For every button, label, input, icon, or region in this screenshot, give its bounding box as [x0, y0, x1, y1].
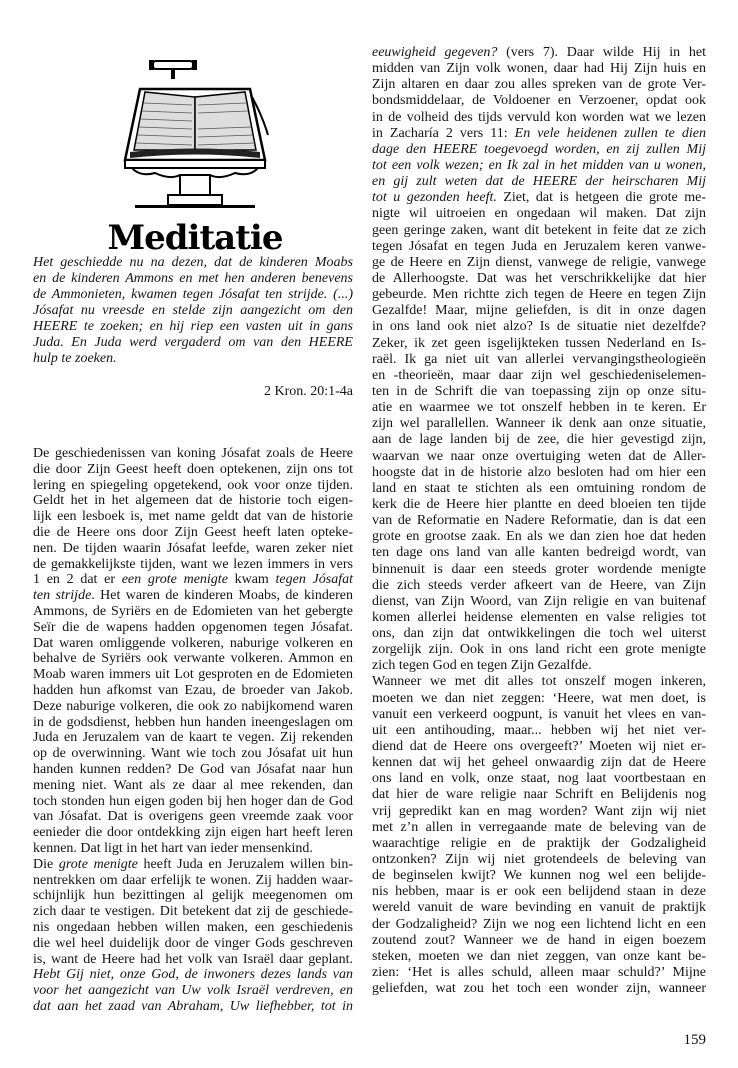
text-line [372, 400, 706, 416]
text-line [372, 933, 706, 949]
text-segment: Dat waren omliggende volkeren, naburige volkeren en [33, 635, 353, 651]
text-line [372, 303, 706, 319]
text-line [372, 578, 706, 594]
text-line [372, 45, 706, 61]
text-segment: zorgelijk zijn. Ook in ons land richt een grote menigte [372, 642, 706, 658]
text-line [372, 965, 706, 981]
text-segment: mening niet. Want als ze daar al mee rekenden, dan [33, 777, 353, 793]
text-line [33, 319, 353, 335]
text-line [33, 983, 353, 999]
text-line [33, 999, 353, 1015]
text-line [372, 852, 706, 868]
text-segment: 1 en 2 dat er [33, 572, 122, 588]
text-line [372, 255, 706, 271]
text-segment: geen geringe zaken, want dit betekent in feite dat ze zich [372, 222, 706, 238]
text-segment: eenieder die door ontdekking zijn eigen hart heeft leren [33, 825, 353, 841]
text-line [33, 462, 353, 478]
text-line [33, 857, 353, 873]
text-line [33, 541, 353, 557]
text-segment: zien: ‘Het is alles schuld, alleen maar schuld?’ Mijne [372, 965, 706, 981]
text-segment: geliefden, wat zou het toch een wonder zijn, wanneer [372, 981, 706, 997]
text-line [372, 368, 706, 384]
italic-quote: en de kinderen Ammons en met hen anderen benevens [33, 271, 353, 286]
text-segment: Seïr die de wapens hadden opgenomen tegen Jósafat. [33, 619, 353, 635]
text-segment: komen allerlei heidense elementen en valse religies tot [372, 609, 706, 625]
text-line [372, 739, 706, 755]
italic-quote: hulp te zoeken. [33, 351, 117, 366]
text-segment: Moab waren immers uit Lot gesproten en de Edomieten [33, 667, 353, 683]
text-segment: tegen Jósafat en tegen Juda en Jeruzalem keren vanwe- [372, 238, 706, 254]
text-segment: die door Zijn Geest heeft doen optekenen, zijn ons tot [33, 461, 353, 477]
text-line [372, 513, 706, 529]
text-line [372, 771, 706, 787]
text-segment: Zijn altaren en daar zou alles spreken van de grote Ver- [372, 77, 706, 93]
text-line [372, 594, 706, 610]
text-segment: hoogste dat in de historie alzo besloten had om hier een [372, 464, 706, 480]
text-line [33, 920, 353, 936]
text-segment: dienst, van Zijn Woord, van Zijn religie en van buitenaf [372, 593, 706, 609]
text-line [372, 287, 706, 303]
text-line [33, 478, 353, 494]
text-line [33, 967, 353, 983]
text-line [33, 888, 353, 904]
text-segment: gebeurde. Men richtte zich tegen de Heere en tegen Zijn [372, 287, 706, 303]
text-line [372, 917, 706, 933]
text-line [372, 239, 706, 255]
text-segment: binnenuit is daar een steeds groter wordende menigte [372, 561, 706, 577]
text-segment: waarvan we naar onze overtuiging weten dat de Aller- [372, 448, 706, 464]
text-segment: nen. De tijden waarin Jósafat leefde, waren zeker niet [33, 540, 353, 556]
text-line [33, 255, 353, 271]
text-line [372, 223, 706, 239]
text-segment: Deze naburige volkeren, die ook zo nabijkomend waren [33, 698, 353, 714]
text-segment: zoutend zout? Wanneer we de hand in eigen boezem [372, 932, 706, 948]
text-segment: handen kunnen redden? De God van Jósafat naar hun [33, 761, 353, 777]
text-line [372, 820, 706, 836]
text-segment: de Allerhoogste. Dat was het verschrikkelijke dat hier [372, 270, 706, 286]
text-line [372, 529, 706, 545]
text-line [372, 126, 706, 142]
text-line [33, 588, 353, 604]
text-segment: grote en grootse zaak. En als we dan zien hoe dat heden [372, 529, 706, 545]
text-segment: kennen dat wij het geheel onwaardig zijn dat de Heere [372, 755, 706, 771]
text-line [372, 465, 706, 481]
text-line [33, 715, 353, 731]
text-line [33, 936, 353, 952]
text-segment: Gezalfde! Maar, mijne geliefden, is dit in onze dagen [372, 303, 706, 319]
text-segment: aan de lage landen bij de zee, die hier gevestigd zijn, [372, 432, 706, 448]
text-line [372, 674, 706, 690]
text-segment: ge de Heere en Zijn dienst, vanwege de religie, vanwege [372, 254, 706, 270]
text-segment: ons, dan zijn dat ontwikkelingen die toch wel uiterst [372, 626, 706, 642]
text-segment: vrij gepredikt kan en mag worden? Want zijn wij niet [372, 803, 706, 819]
text-line [372, 562, 706, 578]
text-segment: Ziet, dat is hetgeen die grote me- [496, 190, 706, 206]
right-column-body [372, 45, 706, 997]
text-line [33, 762, 353, 778]
text-line [33, 778, 353, 794]
text-line [372, 432, 706, 448]
text-segment: atie en waarmee we tot onszelf hebben in te keren. Er [372, 400, 706, 416]
text-line [372, 206, 706, 222]
text-line [372, 336, 706, 352]
text-line [372, 804, 706, 820]
italic-quote: eeuwigheid gegeven? [372, 45, 498, 60]
text-segment: Geldt het in het algemeen dat de historie toch eigen- [33, 493, 353, 509]
italic-quote: de Ammonieten, kwamen tegen Jósafat ten strijde. (...) [33, 287, 353, 302]
text-line [372, 981, 706, 997]
text-line [372, 174, 706, 190]
italic-quote: dage den HEERE toegevoegd worden, en zij zullen Mij [372, 141, 706, 157]
text-segment: nis hebben, maar is er ook een belijdend staan in deze [372, 884, 706, 900]
text-segment: (vers 7). Daar wilde Hij in het [497, 45, 706, 60]
text-line [372, 707, 706, 723]
italic-quote: HEERE te zoeken; en hij riep een vasten uit in gans [33, 319, 353, 334]
text-line [33, 873, 353, 889]
text-segment: nigte wil uitroeien en ongedaan wil maken. Dat zijn [372, 206, 706, 222]
text-segment: dat hier de ware religie naar Schrift en Belijdenis nog [372, 787, 706, 803]
text-segment: steken, moeten we dan niet zeggen, van onze kant be- [372, 948, 706, 964]
text-line [372, 61, 706, 77]
text-line [33, 493, 353, 509]
text-line [372, 642, 706, 658]
scripture-intro [33, 255, 353, 367]
italic-quote: en gij zult weten dat de HEERE der heirscharen Mij [372, 174, 706, 190]
text-line [33, 287, 353, 303]
italic-quote: Jósafat nu vreesde en stelde zijn aangezicht om den [33, 303, 353, 318]
text-line [372, 481, 706, 497]
text-line [33, 667, 353, 683]
text-segment: de beginselen kwijt? We kunnen nog wel een belijde- [372, 868, 706, 884]
text-line [372, 158, 706, 174]
text-line [33, 351, 353, 367]
italic-quote: Juda. En Juda werd vergaderd om van den HEERE [33, 335, 353, 350]
text-line [33, 651, 353, 667]
text-segment: heeft Juda en Jeruzalem willen bin- [137, 856, 353, 872]
page-title: Meditatie [107, 218, 283, 258]
text-line [33, 572, 353, 588]
text-line [33, 904, 353, 920]
text-segment: van de Reformatie en Nadere Reformatie, dan is dat een [372, 513, 706, 529]
text-segment: toch stonden hun eigen goden bij hen hoger dan de God [33, 793, 353, 809]
text-segment: der Godzaligheid? Zijn we nog een lichtend licht en een [372, 916, 706, 932]
text-segment: . Het waren de kinderen Moabs, de kinderen [91, 588, 353, 604]
text-line [33, 952, 353, 968]
text-line [372, 271, 706, 287]
scripture-reference: 2 Kron. 20:1-4a [263, 384, 353, 399]
text-line [372, 449, 706, 465]
text-segment: in Zacharía 2 vers 11: [372, 125, 515, 141]
text-line [372, 610, 706, 626]
text-segment: Zeker, ik zet geen isgelijkteken tussen Nederland en Is- [372, 335, 706, 351]
text-line [33, 525, 353, 541]
text-segment: van Jósafat. Dat is overigens geen vreemde zaak voor [33, 809, 353, 825]
italic-quote: voor het aangezicht van Uw volk Israël verdreven, en [33, 983, 353, 999]
text-segment: is, want de Heere had het volk van Israël daar geplant. [33, 951, 353, 967]
text-line [372, 868, 706, 884]
text-line [33, 825, 353, 841]
text-line [372, 787, 706, 803]
italic-quote: tot u gezonden heeft. [372, 190, 497, 206]
text-segment: ten dage ons land van alle kanten bedreigd wordt, van [372, 545, 706, 561]
text-segment: vanuit een verkeerd oogpunt, is vanuit het vlees en van- [372, 706, 706, 722]
text-segment: ten in de Schrift die van toepassing zijn op onze situ- [372, 383, 706, 399]
text-segment: zich daar te vestigen. Dit betekent dat zij de geschiede- [33, 904, 353, 920]
text-line [372, 755, 706, 771]
text-segment: waarachtige religie en de praktijk der Godzaligheid [372, 835, 706, 851]
text-line [33, 604, 353, 620]
text-segment: met z’n allen in verregaande mate de beleving van de [372, 819, 706, 835]
text-segment: nentrekken om daar erfelijk te wonen. Zij hadden waar- [33, 872, 353, 888]
text-segment: zijn wel parallellen. Wanneer ik denk aan onze situatie, [372, 416, 706, 432]
text-line [372, 723, 706, 739]
text-line [33, 620, 353, 636]
text-segment: nis ongedaan hebben willen maken, een geschiedenis [33, 919, 353, 935]
text-line [33, 636, 353, 652]
italic-quote: Het geschiedde nu na dezen, dat de kinderen Moabs [33, 255, 353, 270]
text-segment: zich tegen God en tegen Zijn Gezalfde. [372, 658, 592, 674]
italic-quote: tot een volk wezen; en Ik zal in het midden van u wonen, [372, 157, 706, 173]
text-line [372, 626, 706, 642]
text-line [33, 841, 353, 857]
text-segment: uit een antihouding, maar... hebben wij het niet ver- [372, 722, 706, 738]
text-line [372, 949, 706, 965]
italic-quote: tegen Jósafat [275, 572, 353, 588]
text-line [372, 497, 706, 513]
text-segment: moeten we dan niet zeggen: ‘Heere, wat men doet, is [372, 690, 706, 706]
italic-quote: Hebt Gij niet, onze God, de inwoners dezes lands van [33, 967, 353, 983]
text-line [372, 142, 706, 158]
text-line [33, 809, 353, 825]
text-line [372, 836, 706, 852]
text-line [33, 699, 353, 715]
text-segment: de gemakkelijkste tijden, want we lezen immers in vers [33, 556, 353, 572]
text-segment: in ons land ook niet alzo? Is de situatie niet dezelfde? [372, 319, 706, 335]
text-segment: Juda en Jeruzalem van de kaart te vegen. Zij rekenden [33, 730, 353, 746]
text-line [33, 335, 353, 351]
text-line [372, 190, 706, 206]
text-line [33, 446, 353, 462]
text-line [372, 900, 706, 916]
text-segment: ontzonken? Zijn wij niet grotendeels de beleving van [372, 852, 706, 868]
text-segment: in de godsdienst, hebben hun handen ineengeslagen om [33, 714, 353, 730]
lectern-bible-emblem-icon [120, 55, 270, 225]
text-segment: behalve de Syriërs ook verwante volkeren. Ammon en [33, 651, 353, 667]
text-segment: land en staat te stichten als een omtuining rondom de [372, 480, 706, 496]
text-line [372, 691, 706, 707]
text-line [372, 658, 706, 674]
text-line [33, 730, 353, 746]
italic-quote: En vele heidenen zullen te dien [514, 125, 706, 141]
text-line [372, 77, 706, 93]
text-line [372, 352, 706, 368]
text-segment: schijnlijk hun bezittingen al gelijk meegenomen om [33, 888, 353, 904]
text-line [33, 746, 353, 762]
text-segment: raël. Ik ga niet uit van allerlei vervangingstheologieën [372, 351, 706, 367]
italic-quote: dat aan het zaad van Abraham, Uw liefhebber, tot in [33, 998, 353, 1014]
text-segment: die zich steeds verder afkeert van de Heere, van Zijn [372, 577, 706, 593]
text-segment: lering en spiegeling opgetekend, ook voor onze tijden. [33, 477, 353, 493]
text-line [372, 545, 706, 561]
left-column-body [33, 446, 353, 1015]
text-segment: diend dat de Heere ons overgeeft?’ Moeten wij niet er- [372, 739, 706, 755]
text-line [33, 509, 353, 525]
text-line [372, 110, 706, 126]
text-line [372, 319, 706, 335]
text-segment: De geschiedenissen van koning Jósafat zoals de Heere [33, 446, 353, 461]
text-line [33, 794, 353, 810]
text-segment: midden van Zijn volk wonen, daar had Hij Zijn huis en [372, 61, 706, 77]
text-segment: Ammons, de Syriërs en de Edomieten van het gebergte [33, 603, 353, 619]
text-segment: en -theorieën, maar daar zijn wel geschiedeniselemen- [372, 367, 706, 383]
page-number: 159 [683, 1032, 706, 1048]
text-segment: die wel heel duidelijk door de vinger Gods geschreven [33, 935, 353, 951]
text-line [33, 303, 353, 319]
text-line [33, 683, 353, 699]
text-segment: kerk die de Heere hier plantte en deed bloeien ten tijde [372, 496, 706, 512]
text-segment: wereld vanuit de ware bevinding en vanuit de praktijk [372, 900, 706, 916]
text-line [372, 93, 706, 109]
text-segment: Wanneer we met dit alles tot onszelf mogen inkeren, [372, 674, 706, 690]
text-segment: die de Heere ons door Zijn Geest heeft laten opteke- [33, 524, 353, 540]
text-line [372, 416, 706, 432]
italic-quote: ten strijde [33, 588, 92, 604]
text-line [372, 384, 706, 400]
text-line [33, 557, 353, 573]
text-line [372, 884, 706, 900]
text-line [33, 271, 353, 287]
text-segment: hadden hun afkomst van Ezau, de broeder van Jakob. [33, 682, 353, 698]
text-segment: bondsmiddelaar, de Voldoener en Verzoener, opdat ook [372, 93, 706, 109]
italic-quote: een grote menigte [121, 572, 228, 588]
text-segment: kwam [227, 572, 276, 588]
italic-quote: grote menigte [58, 856, 138, 872]
text-segment: in de volheid des tijds vervuld kon worden wat we lezen [372, 109, 706, 125]
text-segment: op de overwinning. Want wie toch zou Jósafat uit hun [33, 746, 353, 762]
text-segment: Die [33, 856, 59, 872]
text-segment: kennen. Dat ligt in het hart van ieder mensenkind. [33, 840, 313, 856]
text-segment: lijk een lesboek is, met name geldt dat van de historie [33, 509, 353, 525]
text-segment: ons land en volk, onze staat, nog laat voortbestaan en [372, 771, 706, 787]
